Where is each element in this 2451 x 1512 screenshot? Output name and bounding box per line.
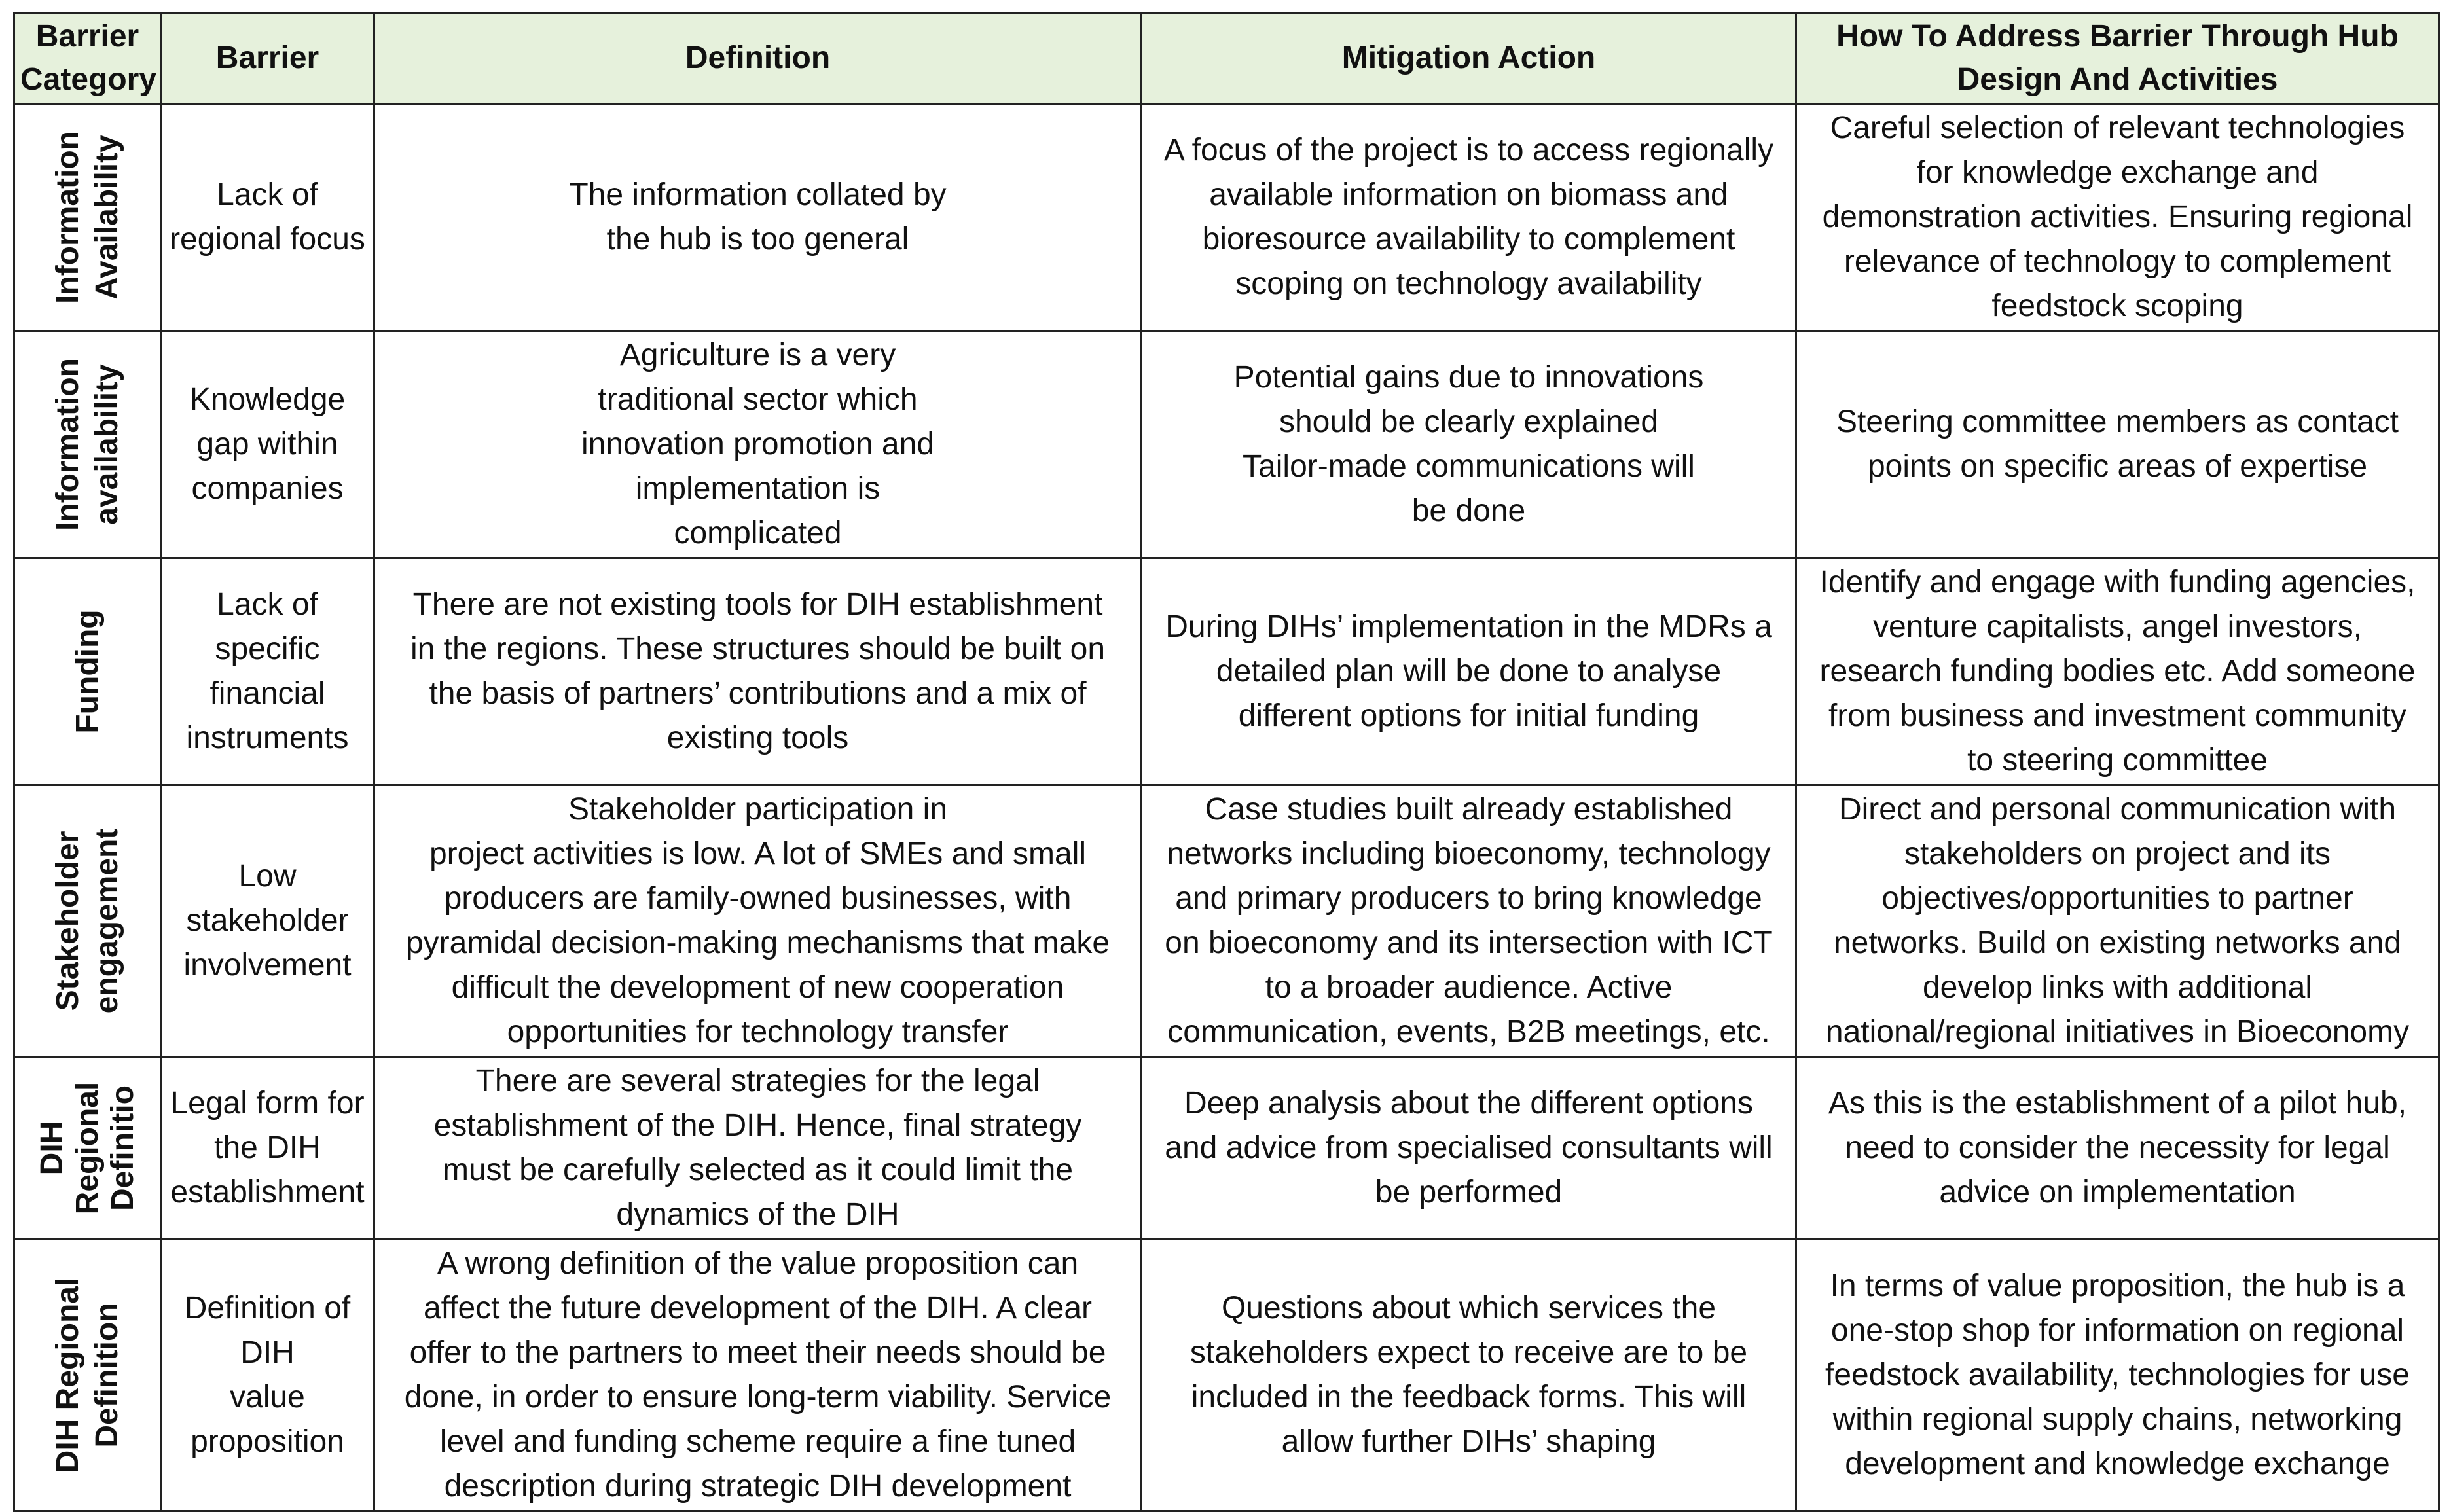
category-label: DIH Regional Definition: [50, 1277, 124, 1473]
mitigation-cell: Deep analysis about the different options and advice from specialised consultants will be performed: [1142, 1057, 1796, 1240]
barrier-cell: Lack of regional focus: [161, 104, 374, 331]
mitigation-cell: During DIHs’ implementation in the MDRs a detailed plan will be done to analyse different options for initial funding: [1142, 558, 1796, 785]
barrier-table-container: [13, 12, 2438, 1503]
category-label: Information availability: [50, 358, 124, 531]
header-barrier-category: Barrier Category: [14, 13, 161, 104]
category-cell: [14, 104, 161, 331]
header-mitigation-action: Mitigation Action: [1142, 13, 1796, 104]
category-label: Funding: [69, 609, 105, 734]
definition-cell: Agriculture is a very traditional sector which innovation promotion and implementation is complicated: [374, 331, 1142, 558]
category-label: Information Availability: [50, 131, 124, 304]
barrier-cell: Knowledge gap within companies: [161, 331, 374, 558]
hub-cell: In terms of value proposition, the hub is a one-stop shop for information on regional feedstock availability, technologies for use within regional supply chains, networking development and knowledge exchange: [1796, 1240, 2439, 1511]
barrier-cell: Legal form for the DIH establishment: [161, 1057, 374, 1240]
table-row: [14, 104, 2439, 331]
hub-cell: Steering committee members as contact points on specific areas of expertise: [1796, 331, 2439, 558]
header-barrier: Barrier: [161, 13, 374, 104]
hub-cell: Direct and personal communication with stakeholders on project and its objectives/opportunities to partner networks. Build on existing networks and develop links with additional national/regional initiatives in Bioeconomy: [1796, 785, 2439, 1057]
barrier-cell: Lack of specific financial instruments: [161, 558, 374, 785]
barrier-cell: Definition of DIH value proposition: [161, 1240, 374, 1511]
table-row: [14, 1240, 2439, 1511]
mitigation-cell: Questions about which services the stakeholders expect to receive are to be included in the feedback forms. This will allow further DIHs’ shaping: [1142, 1240, 1796, 1511]
barrier-cell: Low stakeholder involvement: [161, 785, 374, 1057]
hub-cell: As this is the establishment of a pilot hub, need to consider the necessity for legal advice on implementation: [1796, 1057, 2439, 1240]
table-row: [14, 1057, 2439, 1240]
table-row: [14, 331, 2439, 558]
hub-cell: Careful selection of relevant technologies for knowledge exchange and demonstration activities. Ensuring regional relevance of technology to complement feedstock scoping: [1796, 104, 2439, 331]
header-row: [14, 13, 2439, 104]
barrier-mitigation-table: [13, 12, 2440, 1512]
category-cell: [14, 785, 161, 1057]
category-label: DIH Regional Definitio: [34, 1081, 140, 1215]
category-cell: [14, 331, 161, 558]
category-cell: [14, 558, 161, 785]
definition-cell: There are several strategies for the legal establishment of the DIH. Hence, final strategy must be carefully selected as it could limit the dynamics of the DIH: [374, 1057, 1142, 1240]
table-row: [14, 558, 2439, 785]
header-hub-design: How To Address Barrier Through Hub Design And Activities: [1796, 13, 2439, 104]
definition-cell: The information collated by the hub is too general: [374, 104, 1142, 331]
table-row: [14, 785, 2439, 1057]
definition-cell: Stakeholder participation in project activities is low. A lot of SMEs and small producers are family-owned businesses, with pyramidal decision-making mechanisms that make difficult the development of new cooperation opportunities for technology transfer: [374, 785, 1142, 1057]
mitigation-cell: Case studies built already established networks including bioeconomy, technology and primary producers to bring knowledge on bioeconomy and its intersection with ICT to a broader audience. Active communication, events, B2B meetings, etc.: [1142, 785, 1796, 1057]
header-definition: Definition: [374, 13, 1142, 104]
hub-cell: Identify and engage with funding agencies, venture capitalists, angel investors, research funding bodies etc. Add someone from business and investment community to steering committee: [1796, 558, 2439, 785]
category-cell: [14, 1240, 161, 1511]
category-cell: [14, 1057, 161, 1240]
definition-cell: A wrong definition of the value proposition can affect the future development of the DIH. A clear offer to the partners to meet their needs should be done, in order to ensure long-term viability. Service level and funding scheme require a fine tuned description during strategic DIH development: [374, 1240, 1142, 1511]
mitigation-cell: Potential gains due to innovations should be clearly explained Tailor-made communications will be done: [1142, 331, 1796, 558]
definition-cell: There are not existing tools for DIH establishment in the regions. These structures should be built on the basis of partners’ contributions and a mix of existing tools: [374, 558, 1142, 785]
category-label: Stakeholder engagement: [50, 828, 124, 1014]
mitigation-cell: A focus of the project is to access regionally available information on biomass and bioresource availability to complement scoping on technology availability: [1142, 104, 1796, 331]
